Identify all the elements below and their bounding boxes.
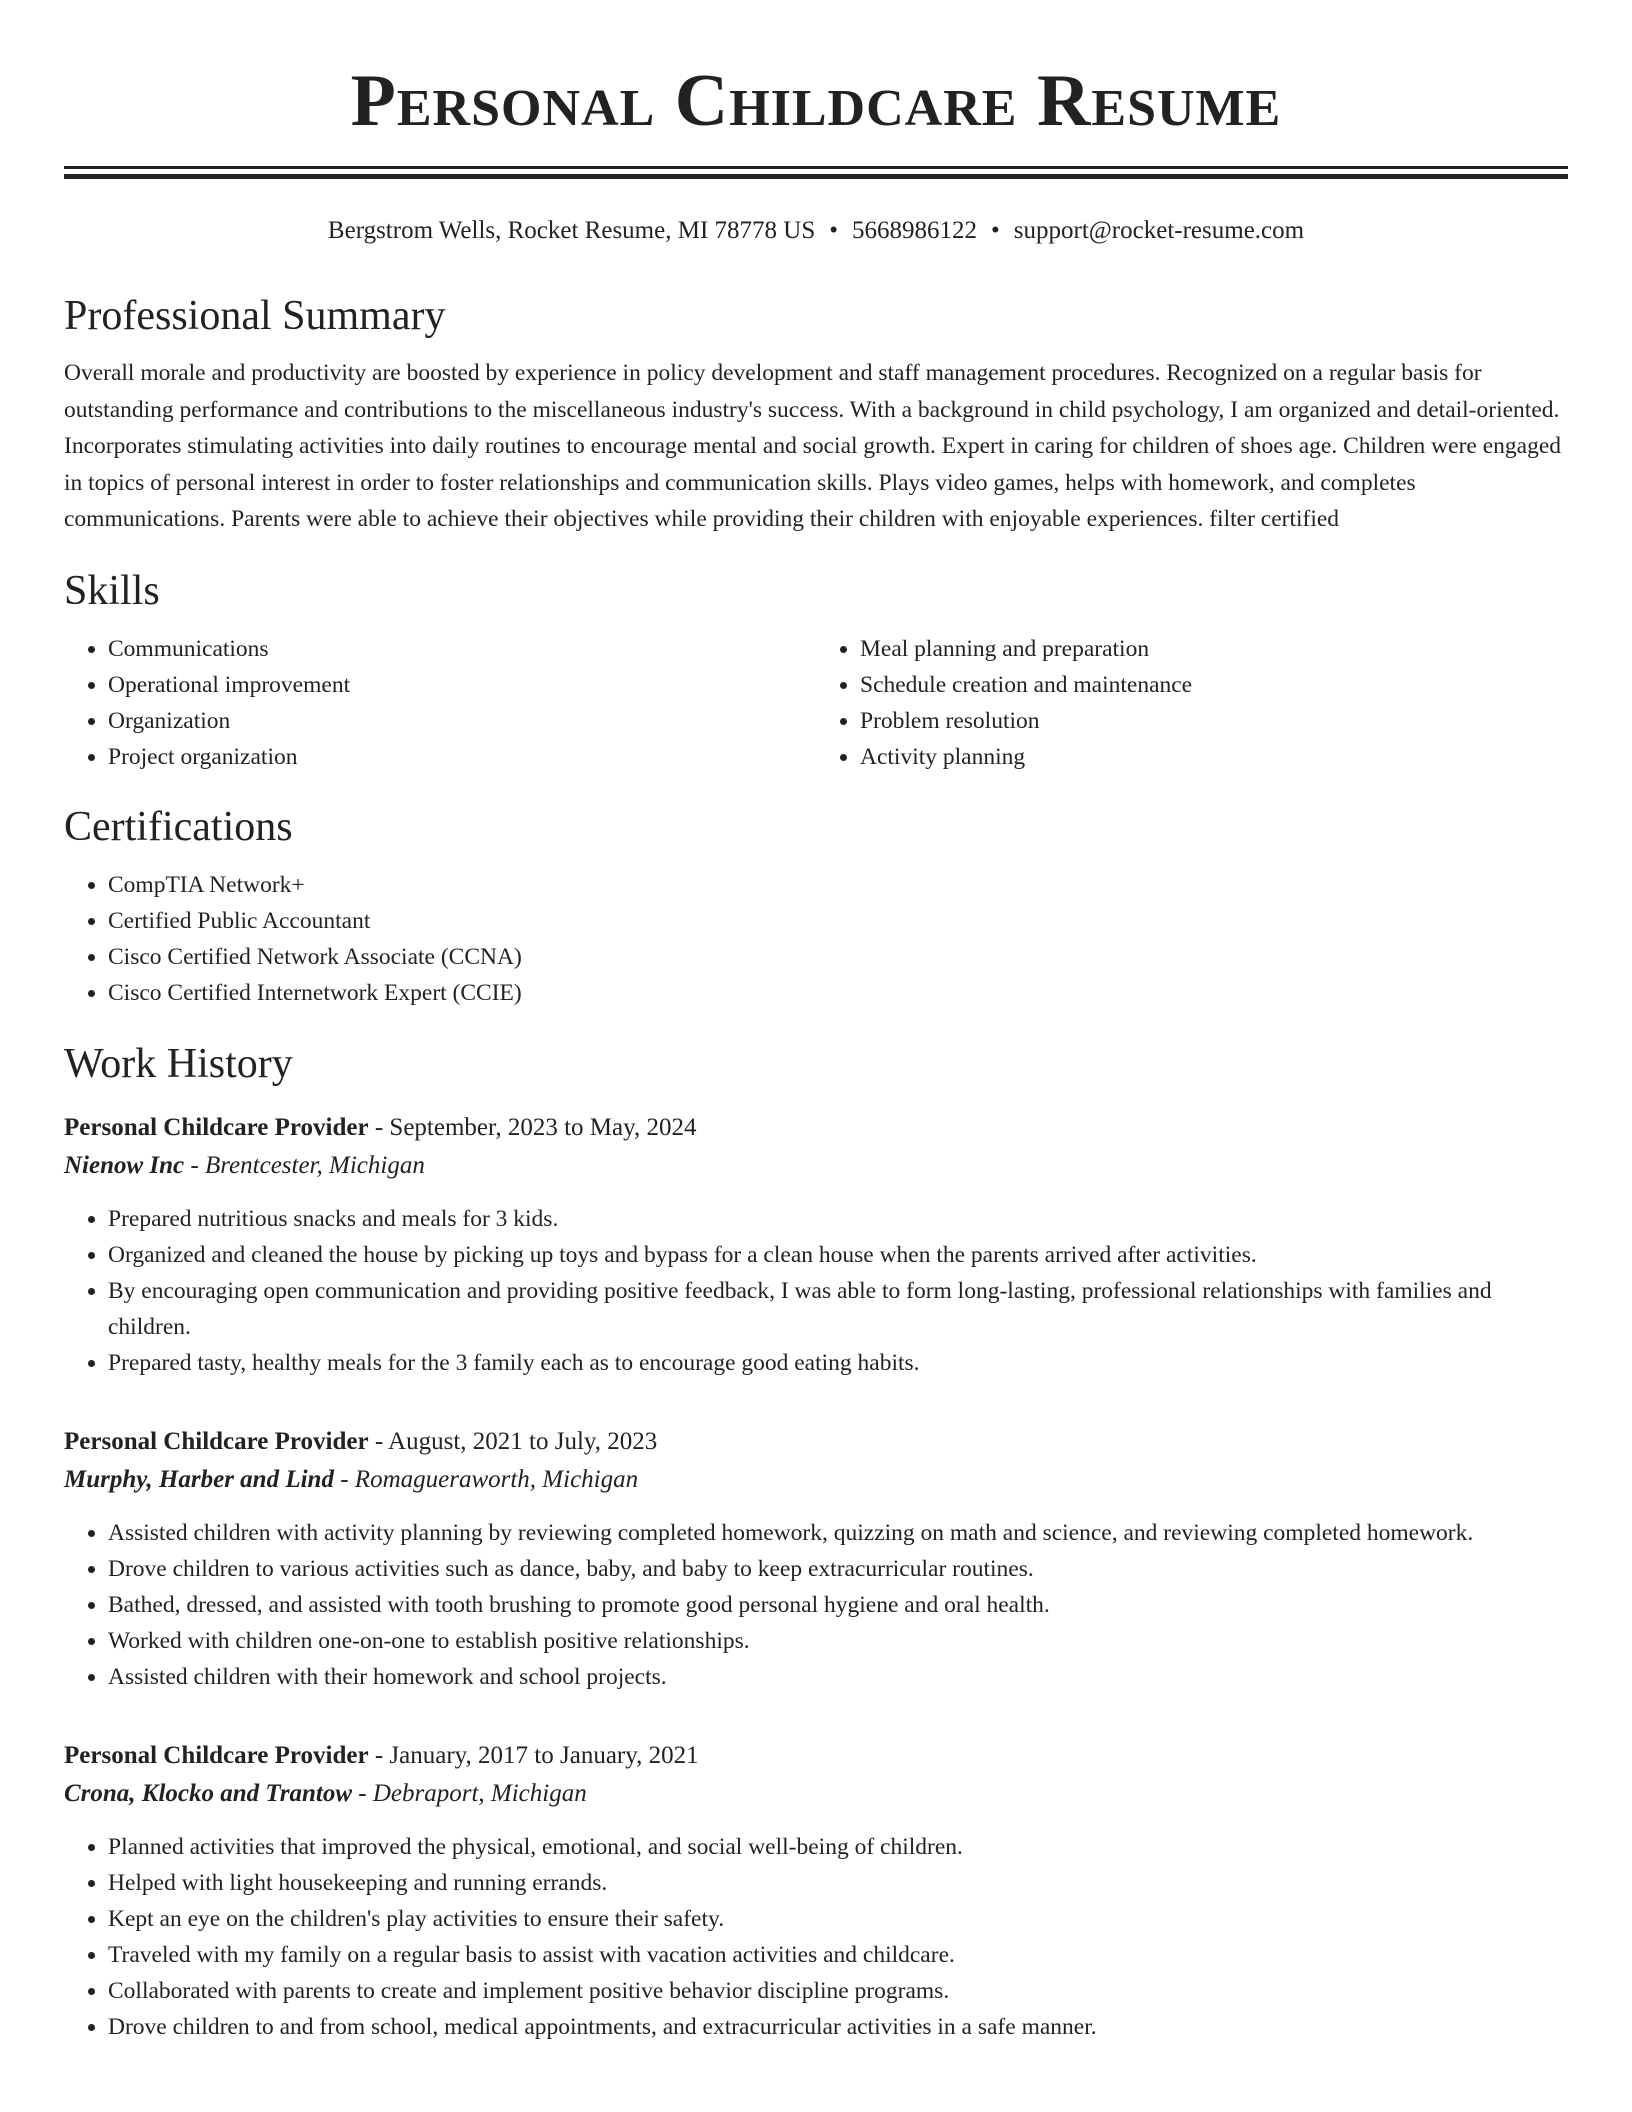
job-title-line: [64, 1109, 1568, 1147]
work-history-heading: Work History: [64, 1040, 293, 1087]
job-entry: [64, 1737, 1568, 2045]
skill-item: • Communications: [108, 631, 816, 667]
job-bullet: • Prepared nutritious snacks and meals for 3 kids.: [108, 1201, 1568, 1237]
skills-list-right: [816, 631, 1568, 775]
certification-item: • Cisco Certified Network Associate (CCNA): [108, 939, 1568, 975]
skills-heading: Skills: [64, 567, 160, 614]
summary-text: Overall morale and productivity are boosted by experience in policy development and staff management procedures. Recognized on a regular basis for outstanding performance and contributions to the miscellaneous industry's success. With a background in child psychology, I am organized and detail-oriented. Incorporates stimulating activities into daily routines to encourage mental and social growth. Expert in caring for children of shoes age. Children were engaged in topics of personal interest in order to foster relationships and communication skills. Plays video games, helps with homework, and completes communications. Parents were able to achieve their objectives while providing their children with enjoyable experiences. filter certified: [64, 360, 1562, 532]
job-bullet: • Prepared tasty, healthy meals for the 3 family each as to encourage good eating habits.: [108, 1345, 1568, 1381]
job-bullet: • Collaborated with parents to create and implement positive behavior discipline programs.: [108, 1973, 1568, 2009]
job-company: Murphy, Harber and Lind: [64, 1465, 334, 1493]
skill-item: • Schedule creation and maintenance: [860, 667, 1568, 703]
skills-columns: [64, 631, 1568, 775]
job-bullet: • Traveled with my family on a regular basis to assist with vacation activities and childcare.: [108, 1937, 1568, 1973]
job-location: Romagueraworth, Michigan: [354, 1465, 639, 1493]
job-bullet: • Assisted children with activity planning by reviewing completed homework, quizzing on math and science, and reviewing completed homework.: [108, 1515, 1568, 1551]
job-bullets: [64, 1829, 1568, 2045]
skill-item: • Problem resolution: [860, 703, 1568, 739]
skills-list-left: [64, 631, 816, 775]
job-bullet: • Helped with light housekeeping and running errands.: [108, 1865, 1568, 1901]
job-title-line: [64, 1737, 1568, 1775]
job-dash: -: [352, 1779, 373, 1807]
skill-item: • Operational improvement: [108, 667, 816, 703]
job-company-line: [64, 1147, 1568, 1185]
job-bullet: • By encouraging open communication and providing positive feedback, I was able to form long-lasting, professional relationships with families and children.: [108, 1273, 1568, 1345]
job-bullet: • Kept an eye on the children's play activities to ensure their safety.: [108, 1901, 1568, 1937]
resume-page: [64, 0, 1568, 2045]
contact-separator: •: [829, 217, 839, 244]
header-rule-bottom: [64, 174, 1568, 179]
job-entry: [64, 1423, 1568, 1695]
job-bullet: • Drove children to various activities such as dance, baby, and baby to keep extracurricular routines.: [108, 1551, 1568, 1587]
job-bullet: • Planned activities that improved the physical, emotional, and social well-being of children.: [108, 1829, 1568, 1865]
job-title: Personal Childcare Provider: [64, 1427, 369, 1455]
job-company-line: [64, 1775, 1568, 1813]
contact-address: Bergstrom Wells, Rocket Resume, MI 78778 US: [327, 217, 816, 244]
job-bullet: • Bathed, dressed, and assisted with tooth brushing to promote good personal hygiene and oral health.: [108, 1587, 1568, 1623]
job-bullet: • Worked with children one-on-one to establish positive relationships.: [108, 1623, 1568, 1659]
header-rule-top: [64, 166, 1568, 169]
job-dates: January, 2017 to January, 2021: [389, 1741, 699, 1769]
job-title-line: [64, 1423, 1568, 1461]
job-bullet: • Organized and cleaned the house by picking up toys and bypass for a clean house when the parents arrived after activities.: [108, 1237, 1568, 1273]
contact-phone: 5668986122: [852, 217, 978, 244]
skill-item: • Project organization: [108, 739, 816, 775]
job-location: Debraport, Michigan: [372, 1779, 587, 1807]
job-dash: -: [184, 1151, 205, 1179]
skill-item: • Meal planning and preparation: [860, 631, 1568, 667]
summary-heading: Professional Summary: [64, 293, 446, 339]
job-bullet: • Drove children to and from school, medical appointments, and extracurricular activities in a safe manner.: [108, 2009, 1568, 2045]
job-bullets: [64, 1201, 1568, 1381]
skill-item: • Organization: [108, 703, 816, 739]
job-dates: August, 2021 to July, 2023: [388, 1427, 658, 1455]
certification-item: • Certified Public Accountant: [108, 903, 1568, 939]
job-dash: -: [333, 1465, 355, 1493]
job-bullet: • Assisted children with their homework and school projects.: [108, 1659, 1568, 1695]
job-company-line: [64, 1461, 1568, 1499]
contact-line: [64, 215, 1568, 247]
job-entry: [64, 1109, 1568, 1381]
job-dash: -: [368, 1427, 389, 1455]
job-dash: -: [368, 1741, 390, 1769]
certifications-heading: Certifications: [64, 803, 293, 850]
job-bullets: [64, 1515, 1568, 1695]
resume-title: Personal Childcare Resume: [350, 60, 1282, 142]
job-title: Personal Childcare Provider: [64, 1741, 369, 1769]
certifications-list: [64, 867, 1568, 1011]
job-dash: -: [368, 1113, 390, 1141]
certification-item: • CompTIA Network+: [108, 867, 1568, 903]
job-dates: September, 2023 to May, 2024: [389, 1113, 697, 1141]
job-company: Crona, Klocko and Trantow: [64, 1779, 353, 1807]
contact-separator: •: [991, 217, 1000, 244]
certification-item: • Cisco Certified Internetwork Expert (CCIE): [108, 975, 1568, 1011]
skill-item: • Activity planning: [860, 739, 1568, 775]
job-location: Brentcester, Michigan: [204, 1151, 425, 1179]
job-company: Nienow Inc: [64, 1151, 185, 1179]
contact-email: support@rocket-resume.com: [1013, 217, 1305, 244]
job-title: Personal Childcare Provider: [64, 1113, 369, 1141]
